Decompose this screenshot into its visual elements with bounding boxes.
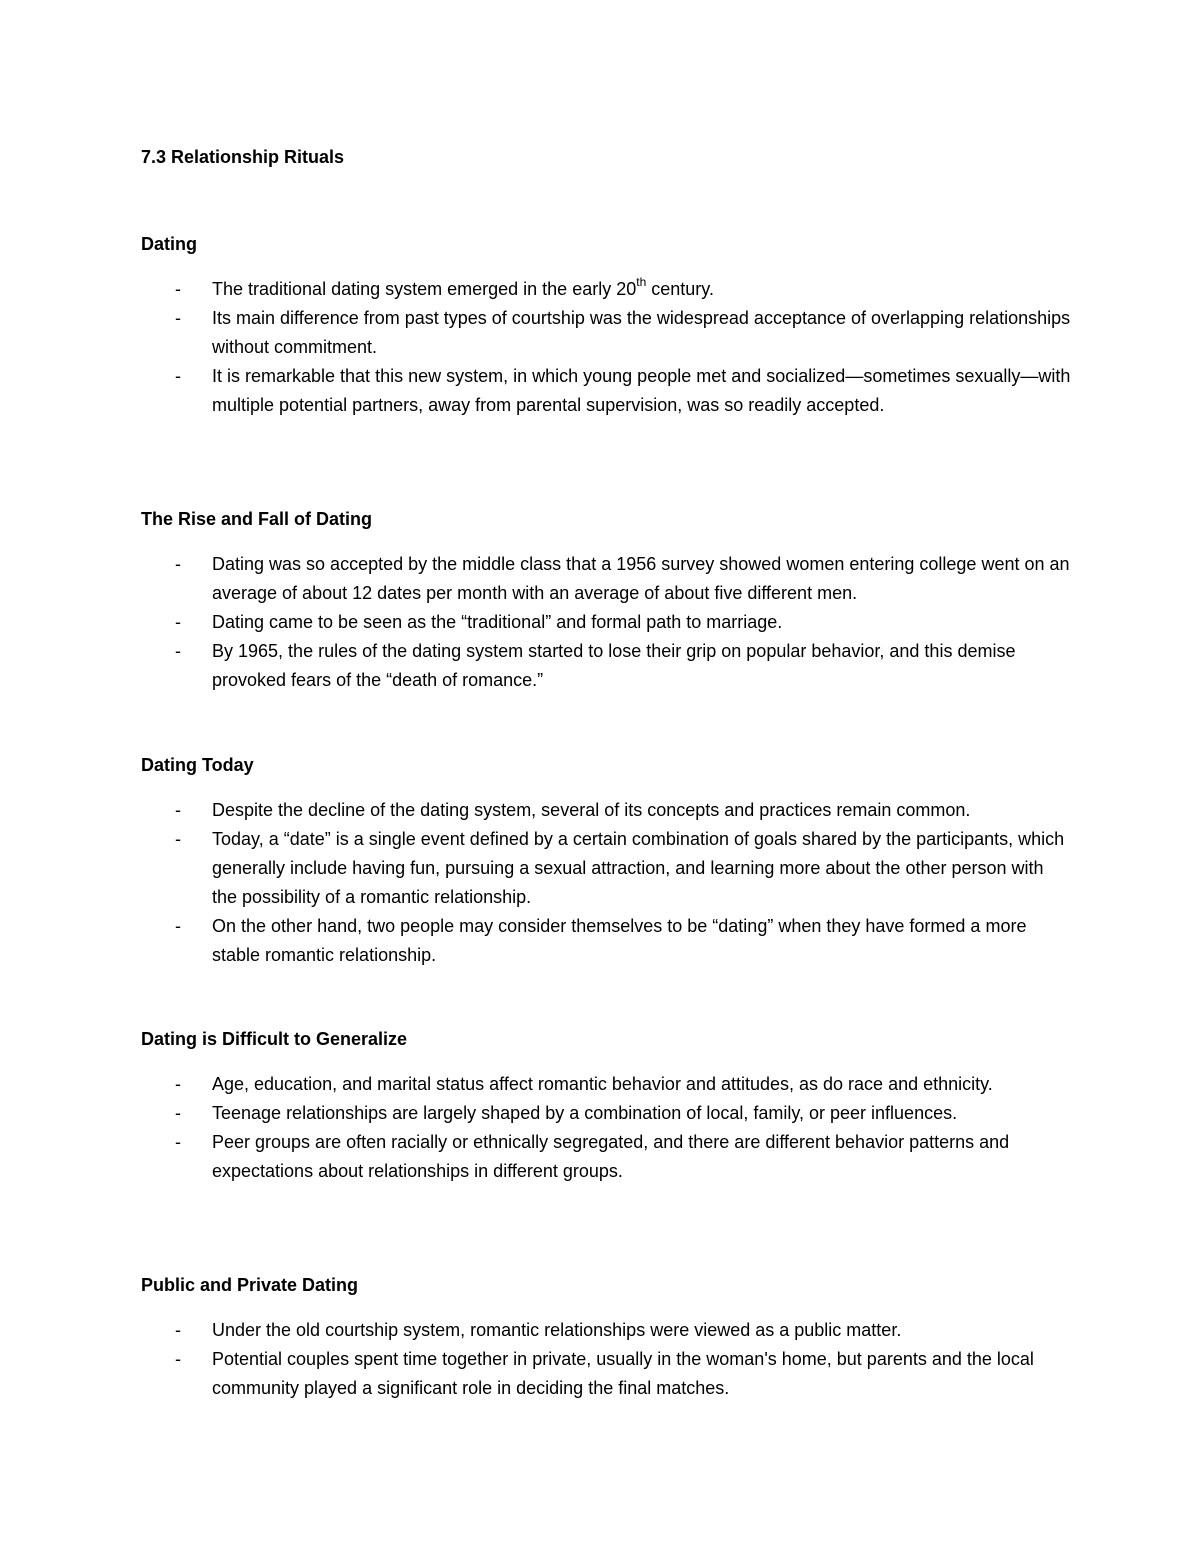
bullet-item xyxy=(141,275,1071,304)
section-dating-today xyxy=(141,753,1071,970)
section-heading: The Rise and Fall of Dating xyxy=(141,509,373,529)
section-heading: Dating xyxy=(141,234,197,254)
bullet-list xyxy=(141,796,1071,970)
bullet-text: century. xyxy=(646,279,714,299)
bullet-item: - Its main difference from past types of courtship was the widespread acceptance of overlapping relationships without commitment. xyxy=(141,304,1071,362)
section-heading: Public and Private Dating xyxy=(141,1275,359,1295)
section-dating xyxy=(141,232,1071,420)
section-heading: Dating is Difficult to Generalize xyxy=(141,1029,408,1049)
bullet-item: - Potential couples spent time together in private, usually in the woman's home, but parents and the local community played a significant role in deciding the final matches. xyxy=(141,1345,1071,1403)
bullet-list xyxy=(141,1316,1071,1403)
bullet-item: - Age, education, and marital status affect romantic behavior and attitudes, as do race and ethnicity. xyxy=(141,1070,1071,1099)
bullet-item: - Dating was so accepted by the middle class that a 1956 survey showed women entering college went on an average of about 12 dates per month with an average of about five different men. xyxy=(141,550,1071,608)
bullet-item: - On the other hand, two people may consider themselves to be “dating” when they have formed a more stable romantic relationship. xyxy=(141,912,1071,970)
section-heading: Dating Today xyxy=(141,755,254,775)
bullet-item: - Peer groups are often racially or ethnically segregated, and there are different behavior patterns and expectations about relationships in different groups. xyxy=(141,1128,1071,1186)
bullet-list xyxy=(141,1070,1071,1186)
superscript-text: th xyxy=(636,275,647,289)
bullet-list xyxy=(141,275,1071,420)
bullet-item: - Despite the decline of the dating system, several of its concepts and practices remain common. xyxy=(141,796,1071,825)
bullet-item: - Dating came to be seen as the “traditional” and formal path to marriage. xyxy=(141,608,1071,637)
document-title: 7.3 Relationship Rituals xyxy=(141,147,345,167)
section-difficult-to-generalize xyxy=(141,1027,1071,1186)
bullet-item: - By 1965, the rules of the dating system started to lose their grip on popular behavior, and this demise provoked fears of the “death of romance.” xyxy=(141,637,1071,695)
bullet-text: The traditional dating system emerged in the early 20 xyxy=(212,279,637,299)
bullet-item: - Under the old courtship system, romantic relationships were viewed as a public matter. xyxy=(141,1316,1071,1345)
bullet-item: - Today, a “date” is a single event defined by a certain combination of goals shared by the participants, which generally include having fun, pursuing a sexual attraction, and learning more about the other person with the possibility of a romantic relationship. xyxy=(141,825,1071,912)
bullet-item: - Teenage relationships are largely shaped by a combination of local, family, or peer influences. xyxy=(141,1099,1071,1128)
section-rise-and-fall xyxy=(141,507,1071,695)
bullet-item: - It is remarkable that this new system, in which young people met and socialized—sometimes sexually—with multiple potential partners, away from parental supervision, was so readily accepted. xyxy=(141,362,1071,420)
bullet-list xyxy=(141,550,1071,695)
section-public-and-private xyxy=(141,1273,1071,1403)
